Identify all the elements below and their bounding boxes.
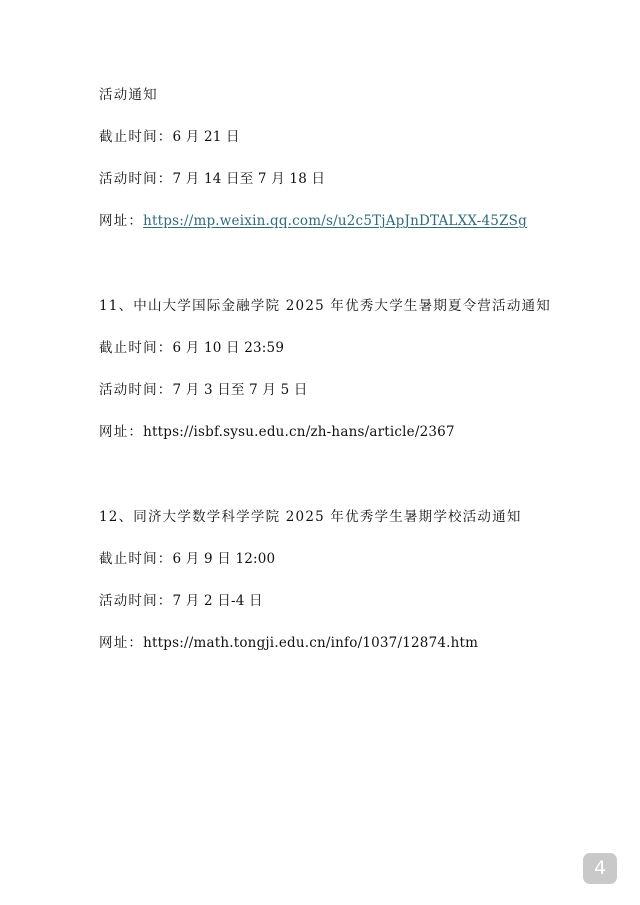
page-number-badge: [583, 853, 617, 884]
deadline-value: 6 月 21 日: [172, 129, 240, 145]
block1-deadline: [99, 128, 240, 146]
block2-heading-text: 11、中山大学国际金融学院 2025 年优秀大学生暑期夏令营活动通知: [99, 298, 551, 314]
block3-heading-text: 12、同济大学数学科学学院 2025 年优秀学生暑期学校活动通知: [99, 509, 522, 525]
url-label: 网址：: [99, 424, 144, 440]
block3-activity-time: [99, 592, 263, 610]
activity-time-label: 活动时间：: [99, 382, 173, 398]
block1-activity-time: [99, 170, 325, 188]
block1-heading-text: 活动通知: [99, 87, 158, 103]
block3-url: [99, 634, 478, 652]
deadline-value: 6 月 9 日 12:00: [172, 551, 276, 567]
activity-time-value: 7 月 2 日-4 日: [172, 593, 263, 609]
deadline-value: 6 月 10 日 23:59: [172, 340, 285, 356]
block2-deadline: [99, 339, 284, 357]
block2-activity-time: [99, 381, 308, 399]
activity-time-value: 7 月 3 日至 7 月 5 日: [172, 382, 308, 398]
block1-url: [99, 212, 527, 230]
deadline-label: 截止时间：: [99, 551, 173, 567]
url-text[interactable]: https://math.tongji.edu.cn/info/1037/12874.htm: [143, 635, 479, 651]
url-link[interactable]: https://mp.weixin.qq.com/s/u2c5TjApJnDTALXX-45ZSg: [143, 213, 527, 229]
block3-heading: [99, 508, 522, 526]
block2-heading: [99, 297, 551, 315]
deadline-label: 截止时间：: [99, 129, 173, 145]
activity-time-label: 活动时间：: [99, 171, 173, 187]
block3-deadline: [99, 550, 275, 568]
deadline-label: 截止时间：: [99, 340, 173, 356]
activity-time-label: 活动时间：: [99, 593, 173, 609]
activity-time-value: 7 月 14 日至 7 月 18 日: [172, 171, 326, 187]
block2-url: [99, 423, 455, 441]
url-label: 网址：: [99, 213, 144, 229]
block1-heading: [99, 86, 158, 104]
url-text[interactable]: https://isbf.sysu.edu.cn/zh-hans/article/2367: [143, 424, 455, 440]
page-number: 4: [593, 857, 607, 879]
url-label: 网址：: [99, 635, 144, 651]
